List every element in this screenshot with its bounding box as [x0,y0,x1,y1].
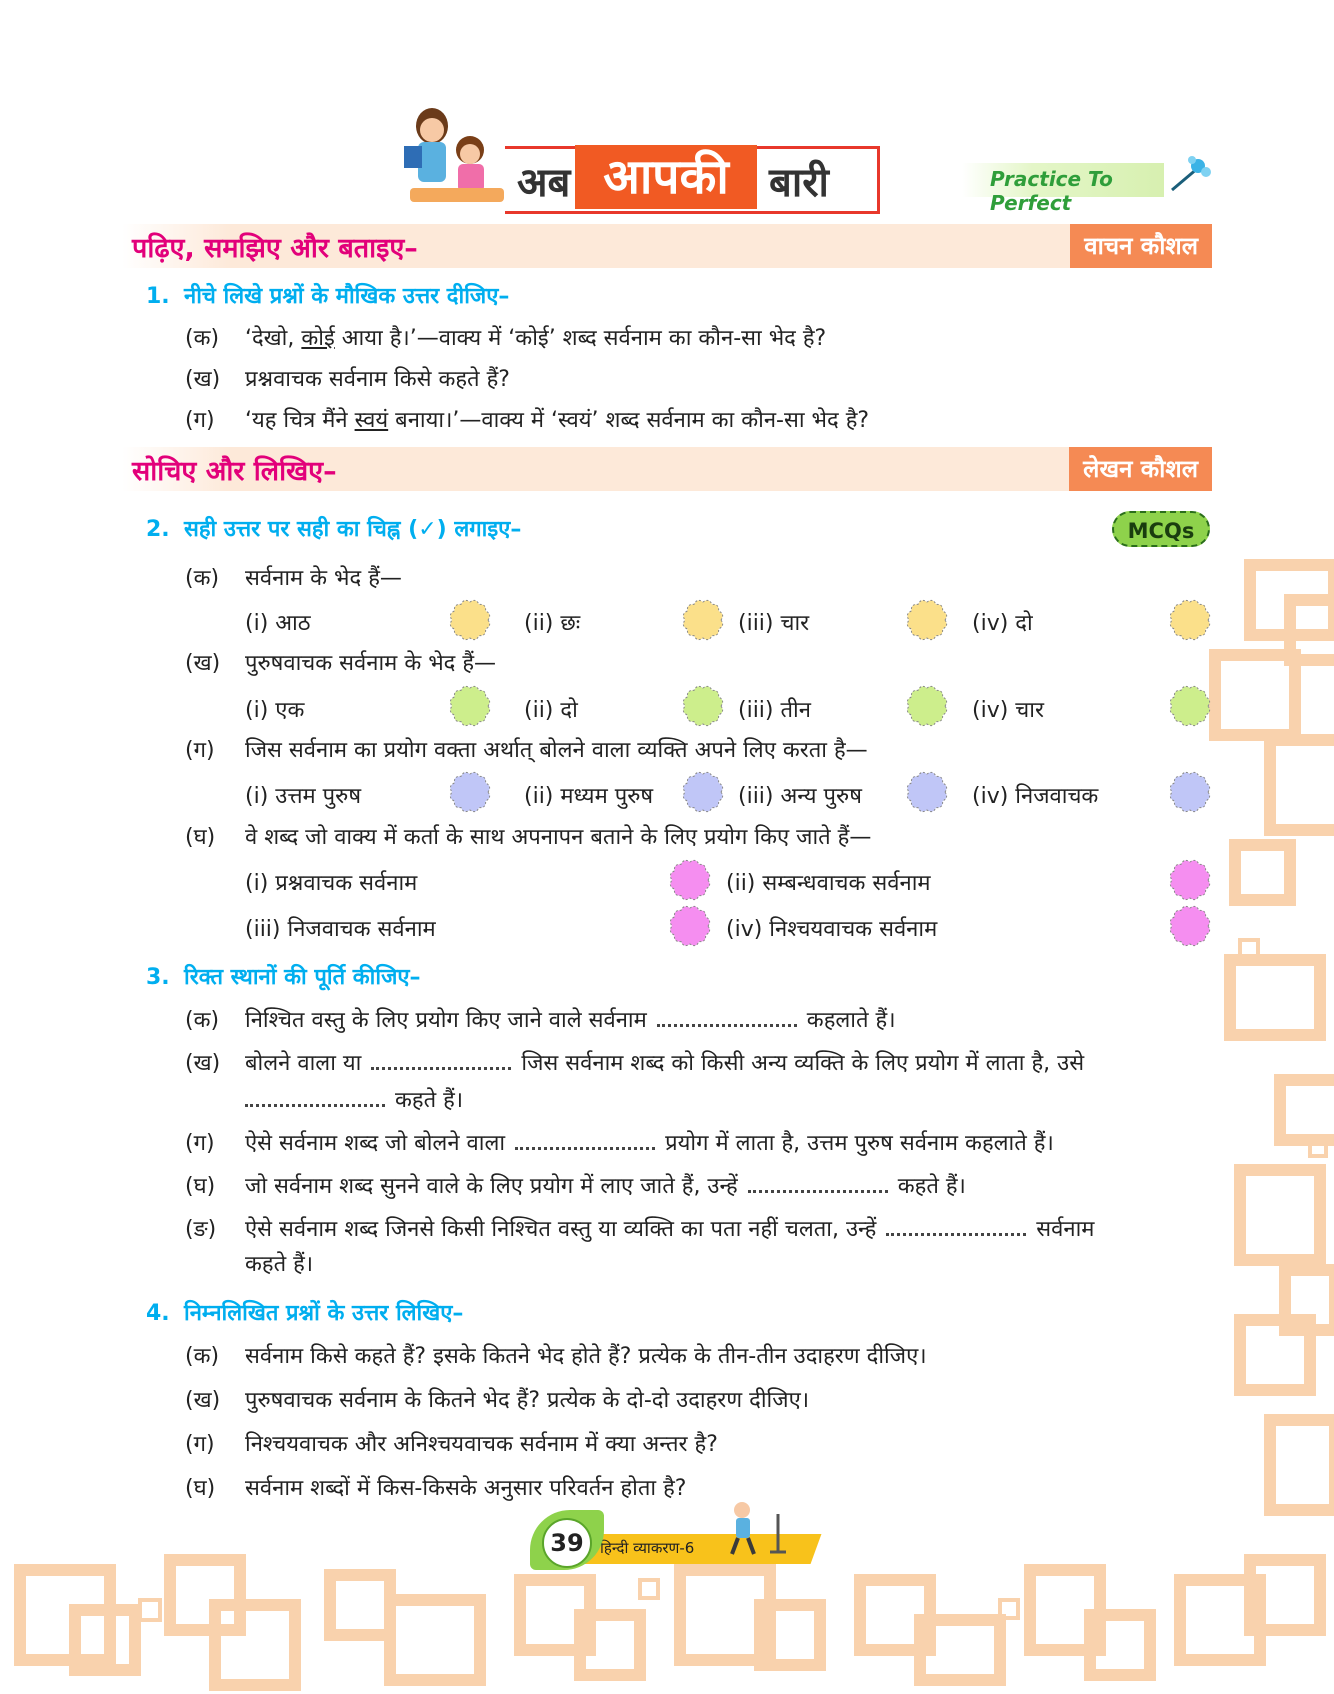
skill-label: वाचन कौशल [1070,224,1212,268]
answer-badge-q1-opt1[interactable] [450,600,489,639]
q2-gha-option-4: (iv) निश्चयवाचक सर्वनाम [726,917,938,942]
q2-stem-ga: (ग) जिस सर्वनाम का प्रयोग वक्ता अर्थात् बोलने वाला व्यक्ति अपने लिए करता है— [185,738,868,763]
q2-ka-option-2: (ii) छः [524,611,581,636]
q2-ga-option-3: (iii) अन्य पुरुष [738,784,862,809]
q3-item-nga: (ङ) ऐसे सर्वनाम शब्द जिनसे किसी निश्चित वस्तु या व्यक्ति का पता नहीं चलता, उन्हें सर्वनाम [185,1217,1095,1242]
banner-word-baari: बारी [769,160,829,206]
q4-item-gha: (घ) सर्वनाम शब्दों में किस-किसके अनुसार परिवर्तन होता है? [185,1476,687,1501]
q2-stem-gha: (घ) वे शब्द जो वाक्य में कर्ता के साथ अपनापन बताने के लिए प्रयोग किए जाते हैं— [185,825,872,850]
question-heading-1: 1. नीचे लिखे प्रश्नों के मौखिक उत्तर दीजिए– [146,284,510,309]
q1-item-kha: (ख) प्रश्नवाचक सर्वनाम किसे कहते हैं? [185,367,510,392]
q2-kha-option-4: (iv) चार [972,698,1044,723]
child-walking-icon [720,1500,790,1560]
answer-badge-q2-opt3[interactable] [907,686,946,725]
answer-badge-q1-opt3[interactable] [907,600,946,639]
answer-badge-q2-opt4[interactable] [1170,686,1209,725]
q2-gha-option-2: (ii) सम्बन्धवाचक सर्वनाम [726,871,931,896]
question-heading-4: 4. निम्नलिखित प्रश्नों के उत्तर लिखिए– [146,1301,464,1326]
answer-badge-q2-opt2[interactable] [683,686,722,725]
answer-badge-q4-opt3[interactable] [670,906,709,945]
q2-ga-option-4: (iv) निजवाचक [972,784,1099,809]
tagline: Practice To Perfect [990,167,1113,215]
q2-kha-option-1: (i) एक [245,698,305,723]
q2-gha-option-1: (i) प्रश्नवाचक सर्वनाम [245,871,418,896]
q2-ga-option-2: (ii) मध्यम पुरुष [524,784,654,809]
q2-stem-kha: (ख) पुरुषवाचक सर्वनाम के भेद हैं— [185,651,497,676]
blank[interactable] [748,1176,888,1193]
section-title: सोचिए और लिखिए– [132,456,337,487]
q2-gha-option-3: (iii) निजवाचक सर्वनाम [245,917,436,942]
q4-item-kha: (ख) पुरुषवाचक सर्वनाम के कितने भेद हैं? प्रत्येक के दो-दो उदाहरण दीजिए। [185,1388,810,1413]
q3-item-nga-cont: कहते हैं। [245,1252,314,1277]
answer-badge-q3-opt4[interactable] [1170,772,1209,811]
q1-item-ka: (क) ‘देखो, कोई आया है।’—वाक्य में ‘कोई’ शब्द सर्वनाम का कौन-सा भेद है? [185,326,827,351]
banner-word-aapki: आपकी [575,145,757,209]
question-heading-2: 2. सही उत्तर पर सही का चिह्न (✓) लगाइए– [146,517,522,542]
banner-word-ab: अब [517,160,571,206]
book-title: हिन्दी व्याकरण-6 [600,1539,695,1557]
q1-item-ga: (ग) ‘यह चित्र मैंने स्वयं बनाया।’—वाक्य में ‘स्वयं’ शब्द सर्वनाम का कौन-सा भेद है? [185,408,870,433]
question-heading-3: 3. रिक्त स्थानों की पूर्ति कीजिए– [146,965,421,990]
q3-item-kha: (ख) बोलने वाला या जिस सर्वनाम शब्द को किसी अन्य व्यक्ति के लिए प्रयोग में लाता है, उसे [185,1051,1085,1076]
q3-item-ka: (क) निश्चित वस्तु के लिए प्रयोग किए जाने वाले सर्वनाम कहलाते हैं। [185,1008,896,1033]
q3-item-gha: (घ) जो सर्वनाम शब्द सुनने वाले के लिए प्रयोग में लाए जाते हैं, उन्हें कहते हैं। [185,1174,966,1199]
answer-badge-q4-opt4[interactable] [1170,906,1209,945]
blank[interactable] [657,1010,797,1027]
q4-item-ka: (क) सर्वनाम किसे कहते हैं? इसके कितने भेद होते हैं? प्रत्येक के तीन-तीन उदाहरण दीजिए। [185,1344,927,1369]
q2-ka-option-4: (iv) दो [972,611,1033,636]
answer-badge-q3-opt2[interactable] [683,772,722,811]
blank[interactable] [886,1219,1026,1236]
section-title: पढ़िए, समझिए और बताइए– [132,233,418,264]
mcqs-badge: MCQs [1112,511,1210,547]
q2-stem-ka: (क) सर्वनाम के भेद हैं— [185,566,402,591]
q2-ka-option-3: (iii) चार [738,611,810,636]
q2-kha-option-3: (iii) तीन [738,698,811,723]
page-number: 39 [542,1518,592,1568]
answer-badge-q4-opt2[interactable] [1170,860,1209,899]
q2-ga-option-1: (i) उत्तम पुरुष [245,784,362,809]
answer-badge-q3-opt3[interactable] [907,772,946,811]
q2-ka-option-1: (i) आठ [245,611,311,636]
answer-badge-q3-opt1[interactable] [450,772,489,811]
q3-item-kha-cont: कहते हैं। [245,1084,463,1114]
answer-badge-q1-opt2[interactable] [683,600,722,639]
answer-badge-q4-opt1[interactable] [670,860,709,899]
blank[interactable] [371,1053,511,1070]
answer-badge-q2-opt1[interactable] [450,686,489,725]
blank[interactable] [245,1090,385,1107]
answer-badge-q1-opt4[interactable] [1170,600,1209,639]
blank[interactable] [515,1133,655,1150]
skill-label: लेखन कौशल [1069,447,1212,491]
q4-item-ga: (ग) निश्चयवाचक और अनिश्चयवाचक सर्वनाम में क्या अन्तर है? [185,1432,718,1457]
q3-item-ga: (ग) ऐसे सर्वनाम शब्द जो बोलने वाला प्रयोग में लाता है, उत्तम पुरुष सर्वनाम कहलाते हैं। [185,1131,1054,1156]
q2-kha-option-2: (ii) दो [524,698,578,723]
